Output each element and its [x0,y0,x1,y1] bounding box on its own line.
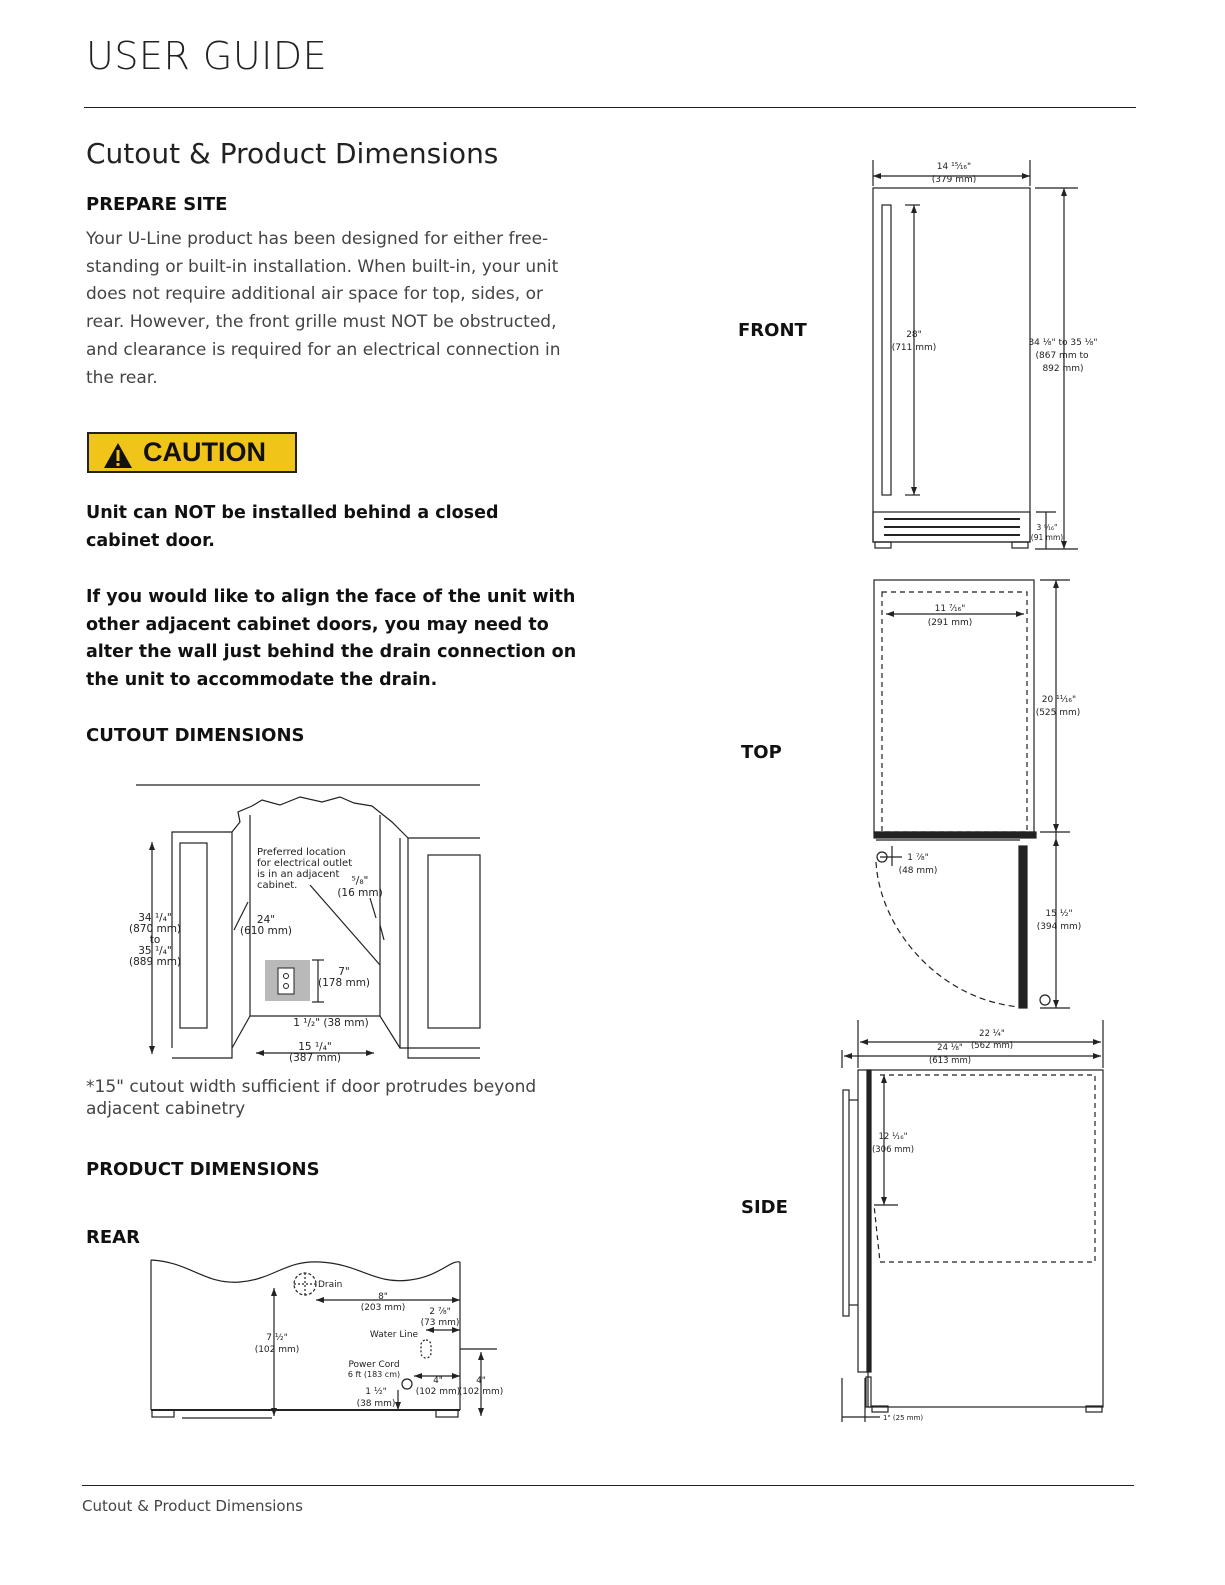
svg-text:Preferred location: Preferred location [257,847,346,858]
svg-text:34 ⅛" to 35 ⅛": 34 ⅛" to 35 ⅛" [1028,338,1098,348]
svg-text:(525 mm): (525 mm) [1035,708,1081,718]
side-depth-label [971,1029,1013,1051]
product-dimensions-heading: PRODUCT DIMENSIONS [86,1159,320,1180]
svg-text:(102 mm): (102 mm) [415,1387,461,1397]
cutout-height-label [129,912,181,968]
cutout-outlet-height-label [318,966,370,989]
svg-text:(91 mm): (91 mm) [1030,533,1064,542]
svg-text:4": 4" [476,1376,486,1386]
svg-text:⁵/₈": ⁵/₈" [351,875,369,887]
side-view-diagram [830,1015,1110,1430]
prepare-site-heading: PREPARE SITE [86,194,228,215]
svg-text:8": 8" [378,1292,388,1302]
svg-text:7": 7" [338,966,350,978]
header-divider [84,107,1136,108]
svg-text:1 ⅞": 1 ⅞" [907,853,929,863]
svg-text:28": 28" [906,330,922,340]
svg-text:11 ⁷⁄₁₆": 11 ⁷⁄₁₆" [934,604,966,614]
svg-text:2 ⁷⁄₈": 2 ⁷⁄₈" [429,1307,451,1317]
svg-text:22 ¼": 22 ¼" [979,1029,1005,1039]
rear-power-height-label [357,1387,396,1409]
top-depth-label [1036,695,1081,718]
svg-text:4": 4" [433,1376,443,1386]
svg-text:(889 mm): (889 mm) [128,956,182,968]
svg-text:(394 mm): (394 mm) [1036,922,1082,932]
footer-section-title: Cutout & Product Dimensions [82,1497,303,1515]
cutout-footnote: *15" cutout width sufficient if door protrudes beyond adjacent cabinetry [86,1077,537,1119]
svg-text:(711 mm): (711 mm) [891,343,937,353]
top-hinge-label [899,853,938,876]
svg-text:24 ⅛": 24 ⅛" [937,1043,963,1053]
top-view-label: TOP [741,742,782,763]
svg-text:1 ¹⁄₂": 1 ¹⁄₂" [365,1387,387,1397]
svg-text:15 ½": 15 ½" [1045,909,1073,919]
rear-power-offset-label [416,1376,461,1397]
svg-text:7 ¹⁄₂": 7 ¹⁄₂" [266,1333,288,1343]
warning-icon [103,442,133,469]
caution-badge [87,432,297,473]
rear-water-offset-label [421,1307,460,1328]
cutout-gap-label [337,875,382,899]
side-inner-height-label [872,1132,914,1155]
caution-label: CAUTION [143,437,266,467]
svg-text:6 ft (183 cm): 6 ft (183 cm) [347,1370,401,1379]
top-view-diagram [865,575,1085,1020]
rear-drain-height-label [255,1333,300,1355]
caution-warning-closed-door: Unit can NOT be installed behind a closed cabinet door. [86,503,499,551]
cutout-dimensions-heading: CUTOUT DIMENSIONS [86,725,305,746]
svg-text:(610 mm): (610 mm) [239,925,293,937]
rear-water-line-label: Water Line [369,1330,419,1340]
svg-text:20 ¹¹⁄₁₆": 20 ¹¹⁄₁₆" [1041,695,1077,705]
side-toe-label: 1" (25 mm) [883,1414,924,1422]
svg-text:(16 mm): (16 mm) [337,887,383,899]
svg-text:14 ¹⁵⁄₁₆": 14 ¹⁵⁄₁₆" [936,162,972,172]
rear-power-height-right-label [459,1376,504,1397]
svg-text:(203 mm): (203 mm) [360,1303,406,1313]
page-header-title: USER GUIDE [86,34,328,78]
cutout-base-label: 1 ¹/₂" (38 mm) [293,1017,369,1029]
svg-text:24": 24" [256,914,276,926]
svg-text:to: to [149,934,161,946]
svg-text:(178 mm): (178 mm) [317,977,371,989]
svg-text:(48 mm): (48 mm) [898,866,938,876]
svg-text:(102 mm): (102 mm) [458,1387,504,1397]
cutout-depth-label [240,914,292,937]
svg-text:34 ¹/₄": 34 ¹/₄" [138,912,172,924]
svg-text:is in an adjacent: is in an adjacent [257,869,340,880]
svg-text:892 mm): 892 mm) [1042,364,1084,374]
svg-text:(38 mm): (38 mm) [356,1399,396,1409]
rear-drain-label: Drain [318,1280,343,1290]
top-inner-width-label [928,604,973,628]
svg-text:(102 mm): (102 mm) [254,1345,300,1355]
svg-text:(291 mm): (291 mm) [927,618,973,628]
svg-text:(867 mm to: (867 mm to [1035,351,1089,361]
svg-text:(613 mm): (613 mm) [928,1056,972,1066]
svg-text:Power Cord: Power Cord [348,1360,400,1370]
svg-text:for electrical outlet: for electrical outlet [257,858,353,869]
svg-text:cabinet.: cabinet. [257,880,298,891]
front-view-label: FRONT [738,320,807,341]
footer-divider [82,1485,1134,1486]
rear-drain-offset-label [361,1292,406,1313]
svg-text:(379 mm): (379 mm) [931,175,977,185]
cutout-width-label [289,1041,341,1064]
front-width-label [932,162,977,185]
svg-text:15 ¹/₄": 15 ¹/₄" [298,1041,332,1053]
front-grille-label [1031,523,1063,542]
front-height-label [1028,338,1097,374]
svg-text:3 ⁹⁄₁₆": 3 ⁹⁄₁₆" [1036,523,1058,532]
svg-text:12 ¹⁄₁₆": 12 ¹⁄₁₆" [878,1132,908,1142]
rear-view-diagram [140,1250,510,1425]
caution-warning-align-face: If you would like to align the face of the unit with other adjacent cabinet doors, you may need to alter the wall just behind the drain connection on the unit to accommodate the drain. [86,587,577,690]
side-view-label: SIDE [741,1197,788,1218]
svg-text:(562 mm): (562 mm) [970,1041,1014,1051]
svg-text:(306 mm): (306 mm) [871,1145,915,1155]
rear-power-cord-label [348,1360,400,1379]
svg-text:(870 mm): (870 mm) [128,923,182,935]
svg-text:35 ¹/₄": 35 ¹/₄" [138,945,172,957]
cutout-diagram [120,770,500,1070]
svg-text:(73 mm): (73 mm) [420,1318,460,1328]
front-view-diagram [860,155,1098,555]
top-door-swing-label [1037,909,1082,932]
prepare-site-paragraph: Your U-Line product has been designed for either free-standing or built-in installation. When built-in, your unit does not require additional air space for top, sides, or rear. However, the front grille must NOT be obstructed, and clearance is required for an electrical connection in the rear. [86,229,561,388]
svg-text:(387 mm): (387 mm) [288,1052,342,1064]
cutout-outlet-note [257,847,352,891]
rear-view-label: REAR [86,1227,140,1248]
side-overall-depth-label [929,1043,971,1066]
section-title: Cutout & Product Dimensions [86,137,499,170]
